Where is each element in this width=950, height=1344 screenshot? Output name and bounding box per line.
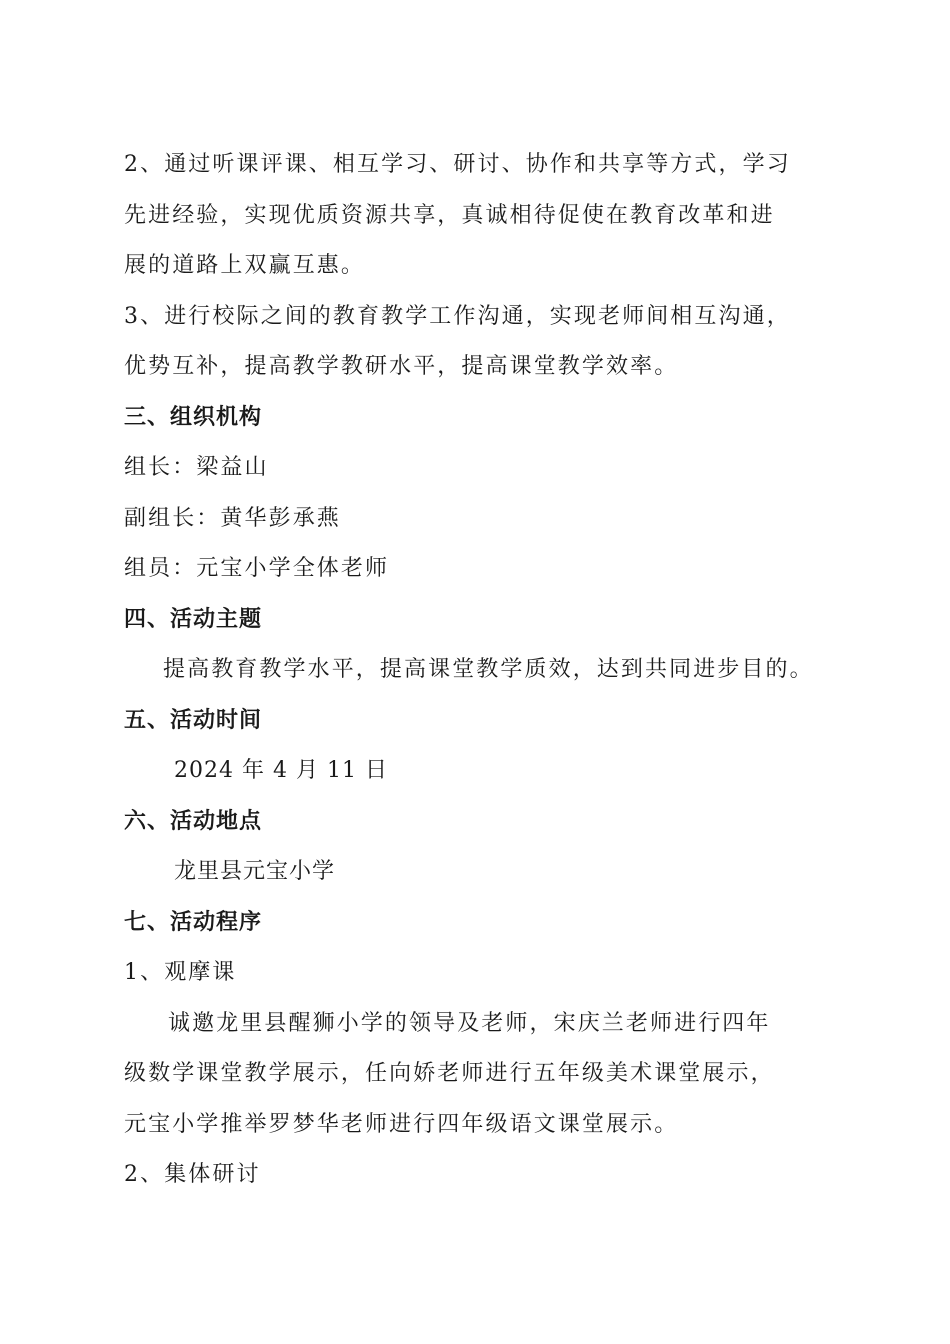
heading-theme: 四、活动主题 [124,606,263,632]
heading-location: 六、活动地点 [124,808,263,834]
heading-time: 五、活动时间 [124,707,263,733]
paragraph-2-line-3: 展的道路上双赢互惠。 [124,253,366,278]
members-line: 组员：元宝小学全体老师 [124,556,390,581]
step-1-body-line-3: 元宝小学推举罗梦华老师进行四年级语文课堂展示。 [124,1111,679,1137]
activity-date: 2024 年 4 月 11 日 [174,758,388,783]
document-page [124,140,844,1201]
leader-line: 组长：梁益山 [124,455,269,480]
step-1-title: 1、观摩课 [124,960,237,985]
paragraph-2-line-1: 2、通过听课评课、相互学习、研讨、协作和共享等方式，学习 [124,152,791,177]
activity-location: 龙里县元宝小学 [174,859,336,884]
step-1-body-line-1: 诚邀龙里县醒狮小学的领导及老师，宋庆兰老师进行四年 [168,1010,771,1036]
step-1-body-line-2: 级数学课堂教学展示，任向娇老师进行五年级美术课堂展示， [124,1061,775,1086]
theme-text: 提高教育教学水平，提高课堂教学质效，达到共同进步目的。 [163,657,814,682]
paragraph-3-line-1: 3、进行校际之间的教育教学工作沟通，实现老师间相互沟通， [124,303,791,329]
paragraph-3-line-2: 优势互补，提高教学教研水平，提高课堂教学效率。 [124,354,679,379]
step-2-title: 2、集体研讨 [124,1162,261,1187]
heading-procedure: 七、活动程序 [124,909,263,935]
heading-organization: 三、组织机构 [124,404,263,430]
paragraph-2-line-2: 先进经验，实现优质资源共享，真诚相待促使在教育改革和进 [124,202,775,228]
vice-leader-line: 副组长：黄华彭承燕 [124,505,341,531]
